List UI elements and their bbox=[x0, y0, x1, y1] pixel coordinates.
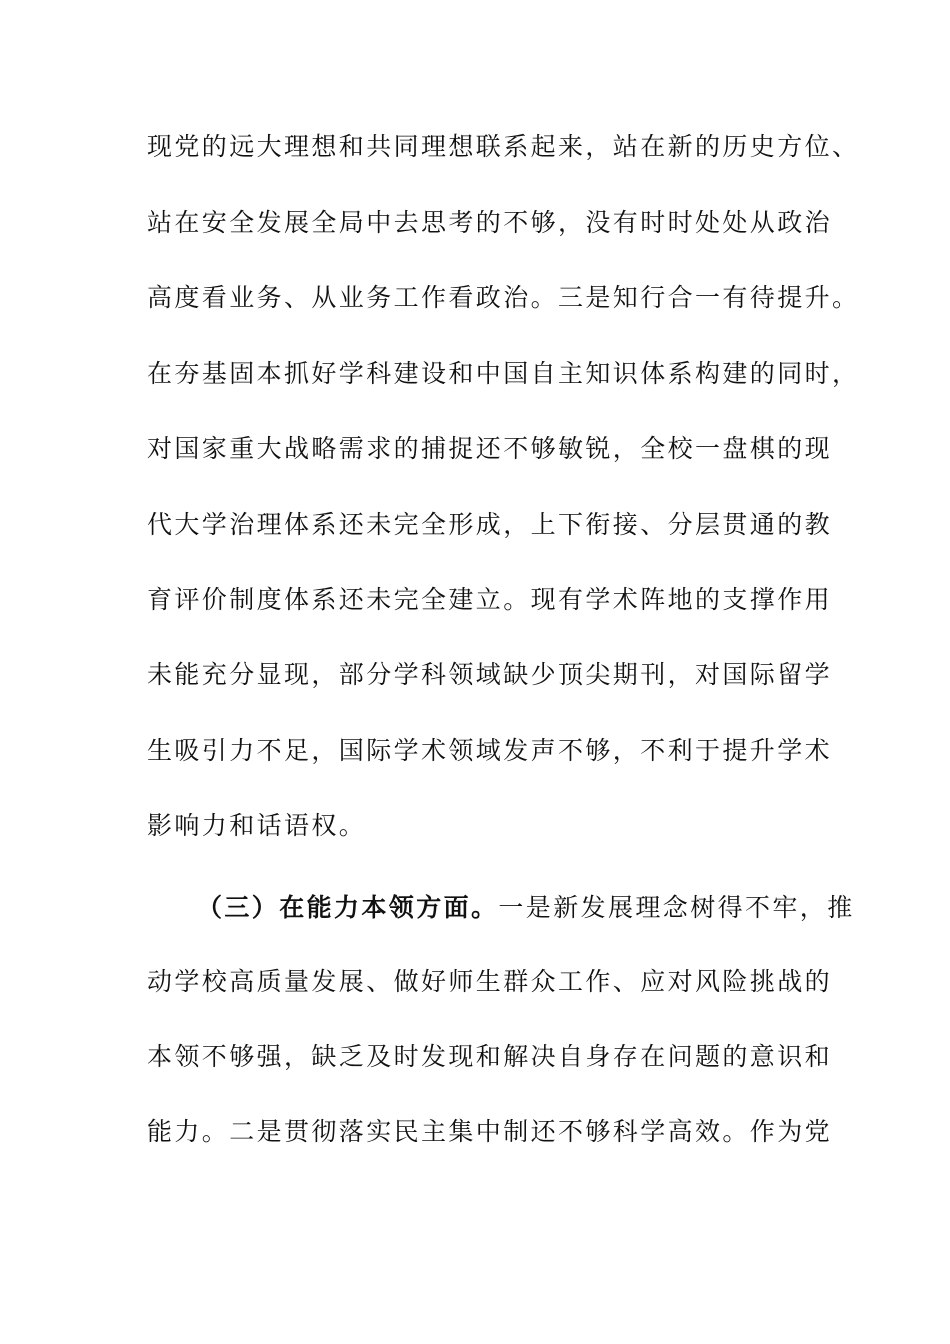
paragraph-line: 育评价制度体系还未完全建立。现有学术阵地的支撑作用 bbox=[147, 585, 833, 614]
paragraph-line: 现党的远大理想和共同理想联系起来，站在新的历史方位、 bbox=[147, 132, 860, 161]
paragraph-line: 本领不够强，缺乏及时发现和解决自身存在问题的意识和 bbox=[147, 1042, 833, 1071]
paragraph-line: 生吸引力不足，国际学术领域发声不够，不利于提升学术 bbox=[147, 736, 833, 765]
section-heading: （三）在能力本领方面。 bbox=[197, 893, 499, 922]
paragraph-line: 代大学治理体系还未完全形成，上下衔接、分层贯通的教 bbox=[147, 510, 833, 539]
paragraph-line: 动学校高质量发展、做好师生群众工作、应对风险挑战的 bbox=[147, 967, 833, 996]
paragraph-line: 在夯基固本抓好学科建设和中国自主知识体系构建的同时， bbox=[147, 359, 860, 388]
paragraph-line: 站在安全发展全局中去思考的不够，没有时时处处从政治 bbox=[147, 208, 833, 237]
section-first-line-text: 一是新发展理念树得不牢，推 bbox=[498, 893, 855, 922]
paragraph-line: 未能充分显现，部分学科领域缺少顶尖期刊，对国际留学 bbox=[147, 660, 833, 689]
paragraph-line: 影响力和话语权。 bbox=[147, 811, 367, 840]
paragraph-line: 对国家重大战略需求的捕捉还不够敏锐，全校一盘棋的现 bbox=[147, 434, 833, 463]
paragraph-line: 能力。二是贯彻落实民主集中制还不够科学高效。作为党 bbox=[147, 1117, 833, 1146]
section-first-line bbox=[197, 888, 857, 928]
paragraph-line: 高度看业务、从业务工作看政治。三是知行合一有待提升。 bbox=[147, 283, 860, 312]
